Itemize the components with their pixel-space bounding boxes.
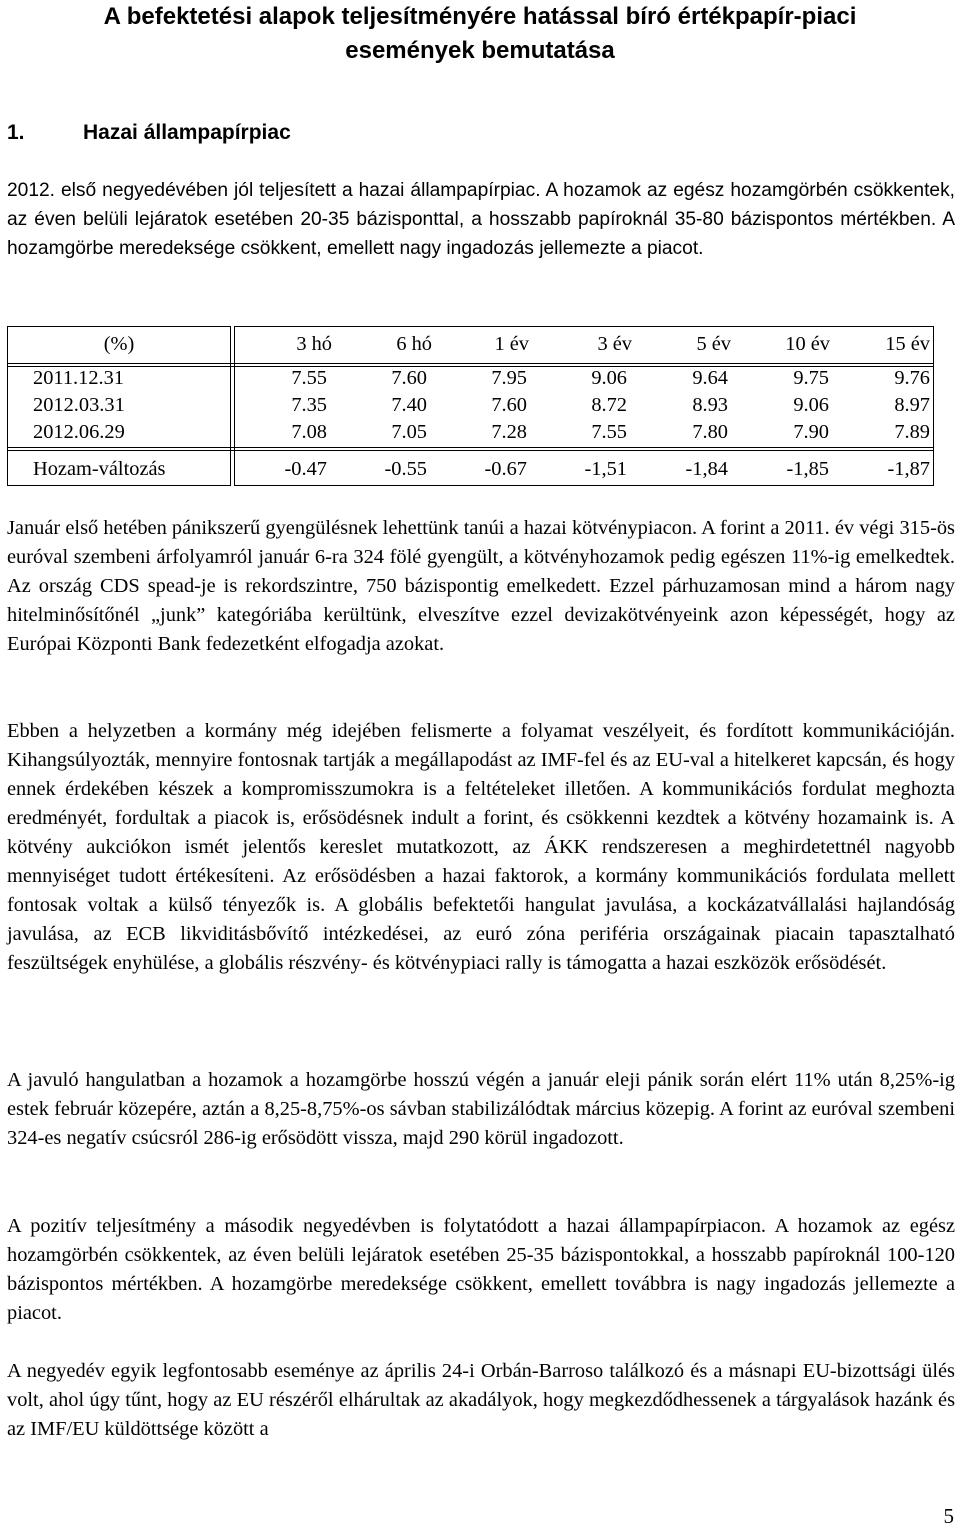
table-cell: 7.35 — [291, 394, 327, 416]
table-cell: 7.05 — [391, 421, 427, 443]
table-cell: 7.90 — [793, 421, 829, 443]
section-number: 1. — [7, 121, 25, 144]
table-cell: 7.60 — [391, 367, 427, 389]
table-cell: 8.93 — [692, 394, 728, 416]
table-cell: 7.28 — [491, 421, 527, 443]
section-heading — [7, 118, 291, 148]
row-date: 2011.12.31 — [33, 367, 125, 389]
column-header: 10 év — [785, 333, 830, 355]
page-number: 5 — [943, 1504, 954, 1528]
change-cell: -0.47 — [284, 458, 327, 480]
document-title: A befektetési alapok teljesítményére hatással bíró értékpapír-piaci események bemutatása — [103, 3, 857, 64]
table-cell: 9.06 — [591, 367, 627, 389]
change-cell: -1,51 — [584, 458, 627, 480]
table-cell: 8.72 — [591, 394, 627, 416]
column-header: 15 év — [885, 333, 930, 355]
change-row-label: Hozam-változás — [33, 458, 166, 480]
paragraph-3: Ebben a helyzetben a kormány még idejében felismerte a folyamat veszélyeit, és fordított kommunikációján. Kihangsúlyozták, mennyire fontosnak tartják a megállapodást az IMF-fel és az EU-val a hitelkeret kapcsán, és hogy ennek érdekében készek a kompromisszumokra is a feltételeket illetően. A kommunikációs fordulat meghozta eredményét, fordultak a piacok is, erősödésnek indult a forint, és csökkenni kezdtek a kötvény hozamaink is. A kötvény aukciókon ismét jelentős kereslet mutatkozott, az ÁKK rendszeresen a meghirdetettnél nagyobb mennyiséget tudott értékesíteni. Az erősödésben a hazai faktorok, a kormány kommunikációs fordulata mellett fontosak voltak a külső tényezők is. A globális befektetői hangulat javulása, a kockázatvállalási hajlandóság javulása, az ECB likviditásbővítő intézkedései, az euró zóna periféria országainak piacain tapasztalható feszültségek enyhülése, a globális részvény- és kötvénypiaci rally is támogatta a hazai eszközök erősödését. — [7, 720, 955, 974]
change-cell: -1,85 — [786, 458, 829, 480]
table-cell: 9.76 — [894, 367, 930, 389]
change-rule-bottom — [7, 450, 934, 451]
paragraph-2: Január első hetében pánikszerű gyengülésnek lehettünk tanúi a hazai kötvénypiacon. A forint a 2011. év végi 315-ös euróval szembeni árfolyamról január 6-ra 324 fölé gyengült, a kötvényhozamok pedig egészen 11%-ig emelkedtek. Az ország CDS spead-je is rekordszintre, 750 bázispontig emelkedett. Ezzel párhuzamosan mind a három nagy hitelminősítőnél „junk” kategóriába kerültünk, elveszítve ezzel devizakötvényeink azon képességét, hogy az Európai Központi Bank fedezetként elfogadja azokat. — [7, 517, 955, 655]
row-date: 2012.06.29 — [33, 421, 125, 443]
row-date: 2012.03.31 — [33, 394, 125, 416]
change-cell: -1,87 — [887, 458, 930, 480]
table-cell: 7.80 — [692, 421, 728, 443]
yield-table — [7, 326, 934, 486]
column-header: 6 hó — [396, 333, 432, 355]
table-cell: 7.89 — [894, 421, 930, 443]
table-cell: 7.95 — [491, 367, 527, 389]
change-cell: -0.55 — [384, 458, 427, 480]
table-cell: 9.64 — [692, 367, 728, 389]
column-header: 3 év — [597, 333, 632, 355]
section-title: Hazai állampapírpiac — [83, 121, 291, 144]
column-header: 1 év — [494, 333, 529, 355]
table-corner-label: (%) — [103, 333, 135, 355]
table-cell: 7.60 — [491, 394, 527, 416]
paragraph-6: A negyedév egyik legfontosabb eseménye az április 24-i Orbán-Barroso találkozó és a másnapi EU-bizottsági ülés volt, ahol úgy tűnt, hogy az EU részéről elhárultak az akadályok, hogy megkezdődhessenek a tárgyalások hazánk és az IMF/EU küldöttsége között a — [7, 1360, 955, 1440]
paragraph-4: A javuló hangulatban a hozamok a hozamgörbe hosszú végén a január eleji pánik során elért 11% után 8,25%-ig estek február közepére, aztán a 8,25-8,75%-os sávban stabilizálódtak március közepig. A forint az euróval szembeni 324-es negatív csúcsról 286-ig erősödött vissza, majd 290 körül ingadozott. — [7, 1069, 955, 1149]
table-cell: 9.75 — [793, 367, 829, 389]
table-cell: 7.08 — [291, 421, 327, 443]
table-cell: 8.97 — [894, 394, 930, 416]
paragraph-5: A pozitív teljesítmény a második negyedévben is folytatódott a hazai állampapírpiacon. A hozamok az egész hozamgörbén csökkentek, az éven belüli lejáratok esetében 25-35 bázispontokkal, a hosszabb papíroknál 100-120 bázispontos mértékben. A hozamgörbe meredeksége csökkent, emellett továbbra is nagy ingadozás jellemezte a piacot. — [7, 1215, 955, 1324]
paragraph-1: 2012. első negyedévében jól teljesített a hazai állampapírpiac. A hozamok az egész hozamgörbén csökkentek, az éven belüli lejáratok esetében 20-35 bázisponttal, a hosszabb papíroknál 35-80 bázispontos mértékben. A hozamgörbe meredeksége csökkent, emellett nagy ingadozás jellemezte a piacot. — [7, 180, 955, 259]
change-cell: -1,84 — [685, 458, 728, 480]
table-cell: 7.40 — [391, 394, 427, 416]
column-header: 3 hó — [296, 333, 332, 355]
column-header: 5 év — [696, 333, 731, 355]
table-cell: 9.06 — [793, 394, 829, 416]
change-rule-top — [7, 447, 934, 448]
table-cell: 7.55 — [291, 367, 327, 389]
table-cell: 7.55 — [591, 421, 627, 443]
change-cell: -0.67 — [484, 458, 527, 480]
